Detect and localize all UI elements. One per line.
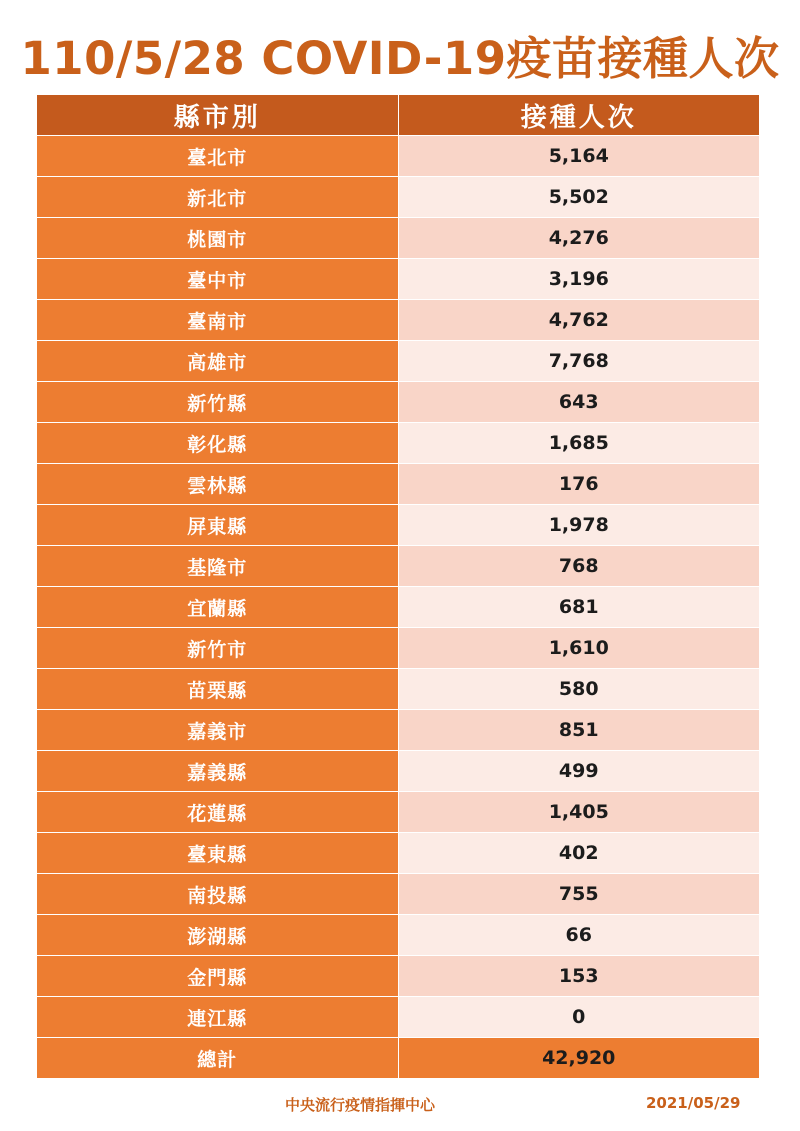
county-name: 基隆市: [37, 546, 399, 587]
county-name: 臺中市: [37, 259, 399, 300]
table-row: [37, 423, 760, 464]
table-row: [37, 546, 760, 587]
table-row: [37, 628, 760, 669]
county-name: 臺北市: [37, 136, 399, 177]
dose-count: 0: [398, 997, 760, 1038]
county-name: 新竹縣: [37, 382, 399, 423]
dose-count: 755: [398, 874, 760, 915]
county-name: 臺南市: [37, 300, 399, 341]
county-name: 新北市: [37, 177, 399, 218]
table-header-row: [37, 95, 760, 136]
dose-count: 851: [398, 710, 760, 751]
table-row: [37, 505, 760, 546]
source-label: 中央流行疫情指揮中心: [285, 1096, 436, 1114]
county-name: 澎湖縣: [37, 915, 399, 956]
dose-count: 499: [398, 751, 760, 792]
dose-count: 66: [398, 915, 760, 956]
county-name: 嘉義市: [37, 710, 399, 751]
county-name: 雲林縣: [37, 464, 399, 505]
dose-count: 580: [398, 669, 760, 710]
dose-count: 4,762: [398, 300, 760, 341]
page-title: 110/5/28 COVID-19疫苗接種人次: [20, 32, 780, 85]
county-name: 金門縣: [37, 956, 399, 997]
table-row: [37, 341, 760, 382]
table-row: [37, 464, 760, 505]
table-row: [37, 382, 760, 423]
dose-count: 7,768: [398, 341, 760, 382]
county-name: 屏東縣: [37, 505, 399, 546]
table-row: [37, 136, 760, 177]
date-label: 2021/05/29: [646, 1094, 741, 1112]
dose-count: 402: [398, 833, 760, 874]
header-county: 縣市別: [37, 95, 399, 136]
county-name: 新竹市: [37, 628, 399, 669]
county-name: 花蓮縣: [37, 792, 399, 833]
dose-count: 1,405: [398, 792, 760, 833]
dose-count: 5,502: [398, 177, 760, 218]
total-value: 42,920: [398, 1038, 760, 1079]
dose-count: 5,164: [398, 136, 760, 177]
total-row: [37, 1038, 760, 1079]
table-row: [37, 587, 760, 628]
vaccination-table: [36, 94, 760, 1079]
table-row: [37, 792, 760, 833]
dose-count: 153: [398, 956, 760, 997]
dose-count: 4,276: [398, 218, 760, 259]
table-row: [37, 177, 760, 218]
table-row: [37, 833, 760, 874]
table-row: [37, 218, 760, 259]
county-name: 連江縣: [37, 997, 399, 1038]
table-row: [37, 915, 760, 956]
table-row: [37, 710, 760, 751]
county-name: 嘉義縣: [37, 751, 399, 792]
county-name: 高雄市: [37, 341, 399, 382]
table-row: [37, 956, 760, 997]
total-label: 總計: [37, 1038, 399, 1079]
dose-count: 1,978: [398, 505, 760, 546]
table-row: [37, 300, 760, 341]
county-name: 桃園市: [37, 218, 399, 259]
header-doses: 接種人次: [398, 95, 760, 136]
county-name: 彰化縣: [37, 423, 399, 464]
county-name: 苗栗縣: [37, 669, 399, 710]
county-name: 宜蘭縣: [37, 587, 399, 628]
table-row: [37, 669, 760, 710]
table-row: [37, 259, 760, 300]
table-row: [37, 874, 760, 915]
dose-count: 768: [398, 546, 760, 587]
dose-count: 3,196: [398, 259, 760, 300]
dose-count: 176: [398, 464, 760, 505]
dose-count: 681: [398, 587, 760, 628]
table-row: [37, 751, 760, 792]
county-name: 臺東縣: [37, 833, 399, 874]
dose-count: 1,685: [398, 423, 760, 464]
dose-count: 1,610: [398, 628, 760, 669]
table-row: [37, 997, 760, 1038]
dose-count: 643: [398, 382, 760, 423]
county-name: 南投縣: [37, 874, 399, 915]
